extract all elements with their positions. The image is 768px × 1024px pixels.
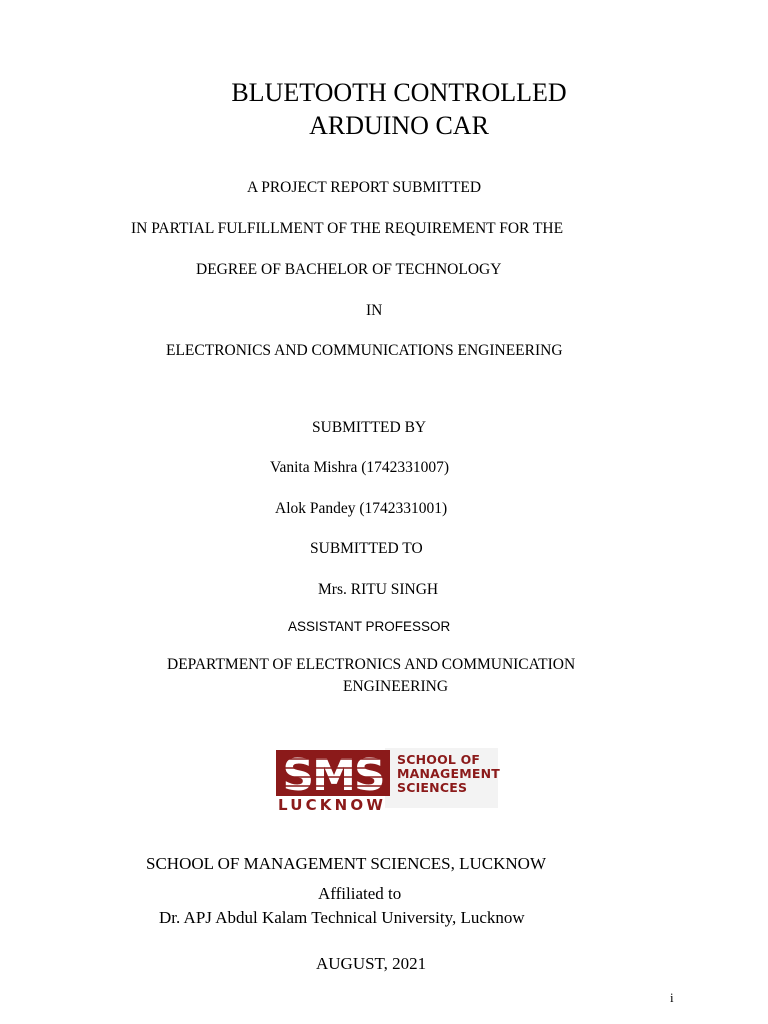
logo-school-name [397,753,500,795]
sms-logo-mark [276,750,390,801]
submission-line-2: IN PARTIAL FULFILLMENT OF THE REQUIREMENT FOR THE [131,220,564,237]
report-title-line-1: BLUETOOTH CONTROLLED [231,78,567,107]
submitted-by-label: SUBMITTED BY [312,419,427,436]
supervisor-name: Mrs. RITU SINGH [318,581,439,598]
submission-line-4: IN [366,302,383,319]
affiliated-label: Affiliated to [318,884,402,903]
sms-mark-text: SMS [282,750,384,801]
submission-line-1: A PROJECT REPORT SUBMITTED [247,179,482,196]
department-line-1: DEPARTMENT OF ELECTRONICS AND COMMUNICATION [167,656,576,673]
page-number: i [670,990,674,1005]
institution-name: SCHOOL OF MANAGEMENT SCIENCES, LUCKNOW [146,854,546,873]
logo-city: LUCKNOW [278,796,387,814]
logo-text-line-2: MANAGEMENT [397,766,501,781]
university-name: Dr. APJ Abdul Kalam Technical University, Lucknow [159,908,525,927]
sms-logo [276,748,501,816]
department-line-2: ENGINEERING [343,678,449,695]
report-title-line-2: ARDUINO CAR [309,111,489,140]
student-name-1: Vanita Mishra (1742331007) [270,459,450,476]
submission-line-5: ELECTRONICS AND COMMUNICATIONS ENGINEERING [166,342,563,359]
submitted-to-label: SUBMITTED TO [310,540,423,557]
submission-line-3: DEGREE OF BACHELOR OF TECHNOLOGY [196,261,502,278]
supervisor-designation: ASSISTANT PROFESSOR [288,619,451,634]
student-name-2: Alok Pandey (1742331001) [275,500,448,517]
report-date: AUGUST, 2021 [316,954,427,973]
logo-text-line-1: SCHOOL OF [397,752,481,767]
logo-text-line-3: SCIENCES [397,780,468,795]
